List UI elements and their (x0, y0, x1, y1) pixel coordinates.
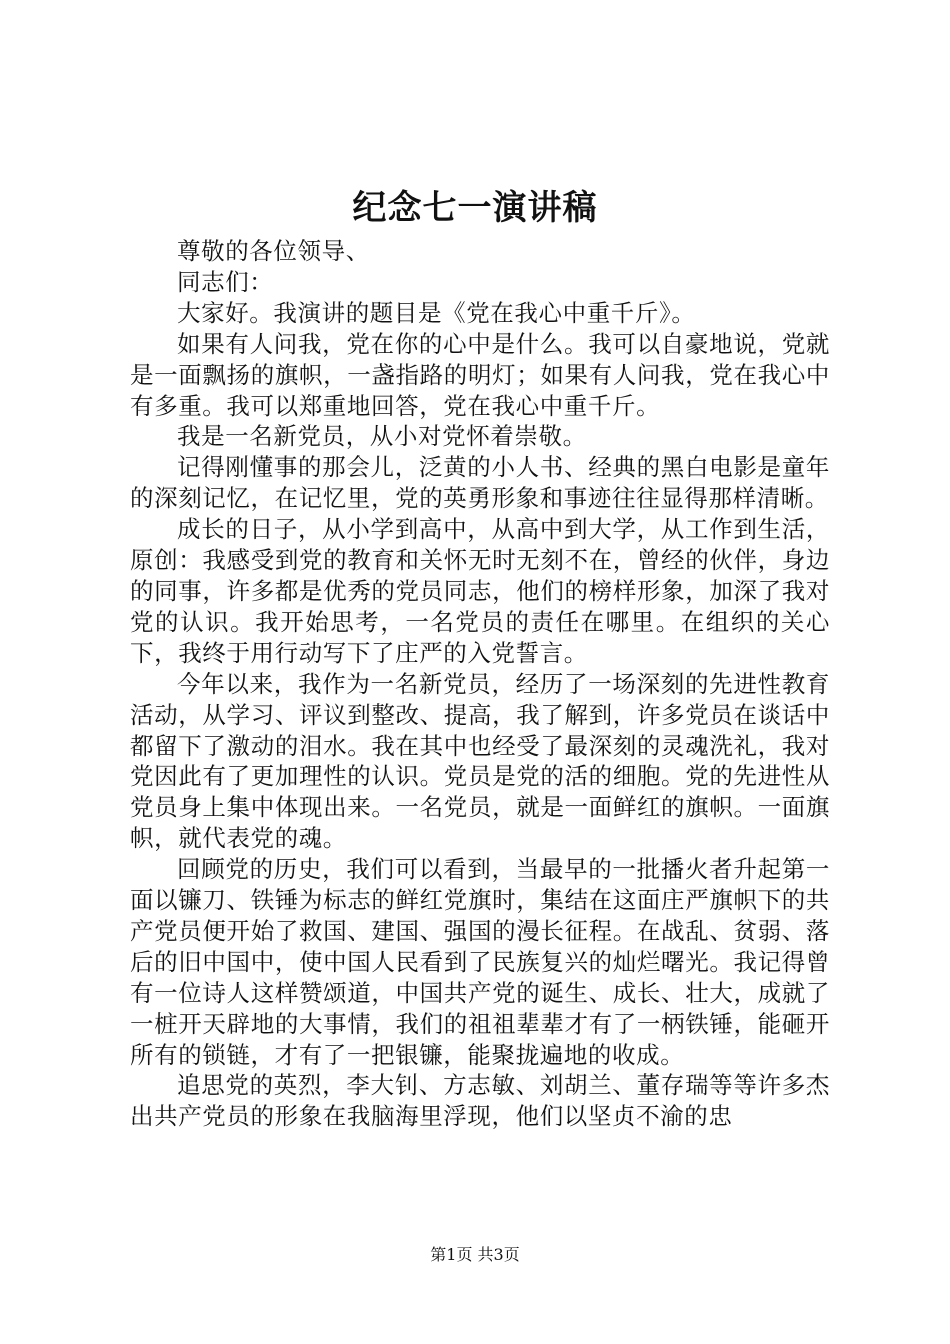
paragraph: 今年以来，我作为一名新党员，经历了一场深刻的先进性教育活动，从学习、评议到整改、提高，我了解到，许多党员在谈话中都留下了激动的泪水。我在其中也经受了最深刻的灵魂洗礼，我对党因此有了更加理性的认识。党员是党的活的细胞。党的先进性从党员身上集中体现出来。一名党员，就是一面鲜红的旗帜。一面旗帜，就代表党的魂。 (130, 669, 830, 853)
document-title: 纪念七一演讲稿 (352, 188, 598, 228)
page-footer: 第1页 共3页 (430, 1245, 520, 1264)
paragraph: 如果有人问我，党在你的心中是什么。我可以自豪地说，党就是一面飘扬的旗帜，一盏指路的明灯；如果有人问我，党在我心中有多重。我可以郑重地回答，党在我心中重千斤。 (130, 329, 830, 420)
paragraph: 大家好。我演讲的题目是《党在我心中重千斤》。 (177, 298, 696, 327)
paragraph: 成长的日子，从小学到高中，从高中到大学，从工作到生活，原创：我感受到党的教育和关怀无时无刻不在，曾经的伙伴，身边的同事，许多都是优秀的党员同志，他们的榜样形象，加深了我对党的认识。我开始思考，一名党员的责任在哪里。在组织的关心下，我终于用行动写下了庄严的入党誓言。 (130, 515, 830, 667)
paragraph: 尊敬的各位领导、 (177, 237, 370, 265)
paragraph: 追思党的英烈，李大钊、方志敏、刘胡兰、董存瑞等等许多杰出共产党员的形象在我脑海里浮现，他们以坚贞不渝的忠 (130, 1071, 830, 1131)
paragraph: 我是一名新党员，从小对党怀着崇敬。 (177, 422, 587, 451)
paragraph: 同志们： (177, 267, 274, 296)
paragraph: 回顾党的历史，我们可以看到，当最早的一批播火者升起第一面以镰刀、铁锤为标志的鲜红党旗时，集结在这面庄严旗帜下的共产党员便开始了救国、建国、强国的漫长征程。在战乱、贫弱、落后的旧中国中，使中国人民看到了民族复兴的灿烂曙光。我记得曾有一位诗人这样赞颂道，中国共产党的诞生、成长、壮大，成就了一桩开天辟地的大事情，我们的祖祖辈辈才有了一柄铁锤，能砸开所有的锁链，才有了一把银镰，能聚拢遍地的收成。 (130, 855, 830, 1069)
document-body (130, 236, 830, 1132)
paragraph: 记得刚懂事的那会儿，泛黄的小人书、经典的黑白电影是童年的深刻记忆，在记忆里，党的英勇形象和事迹往往显得那样清晰。 (130, 453, 830, 513)
